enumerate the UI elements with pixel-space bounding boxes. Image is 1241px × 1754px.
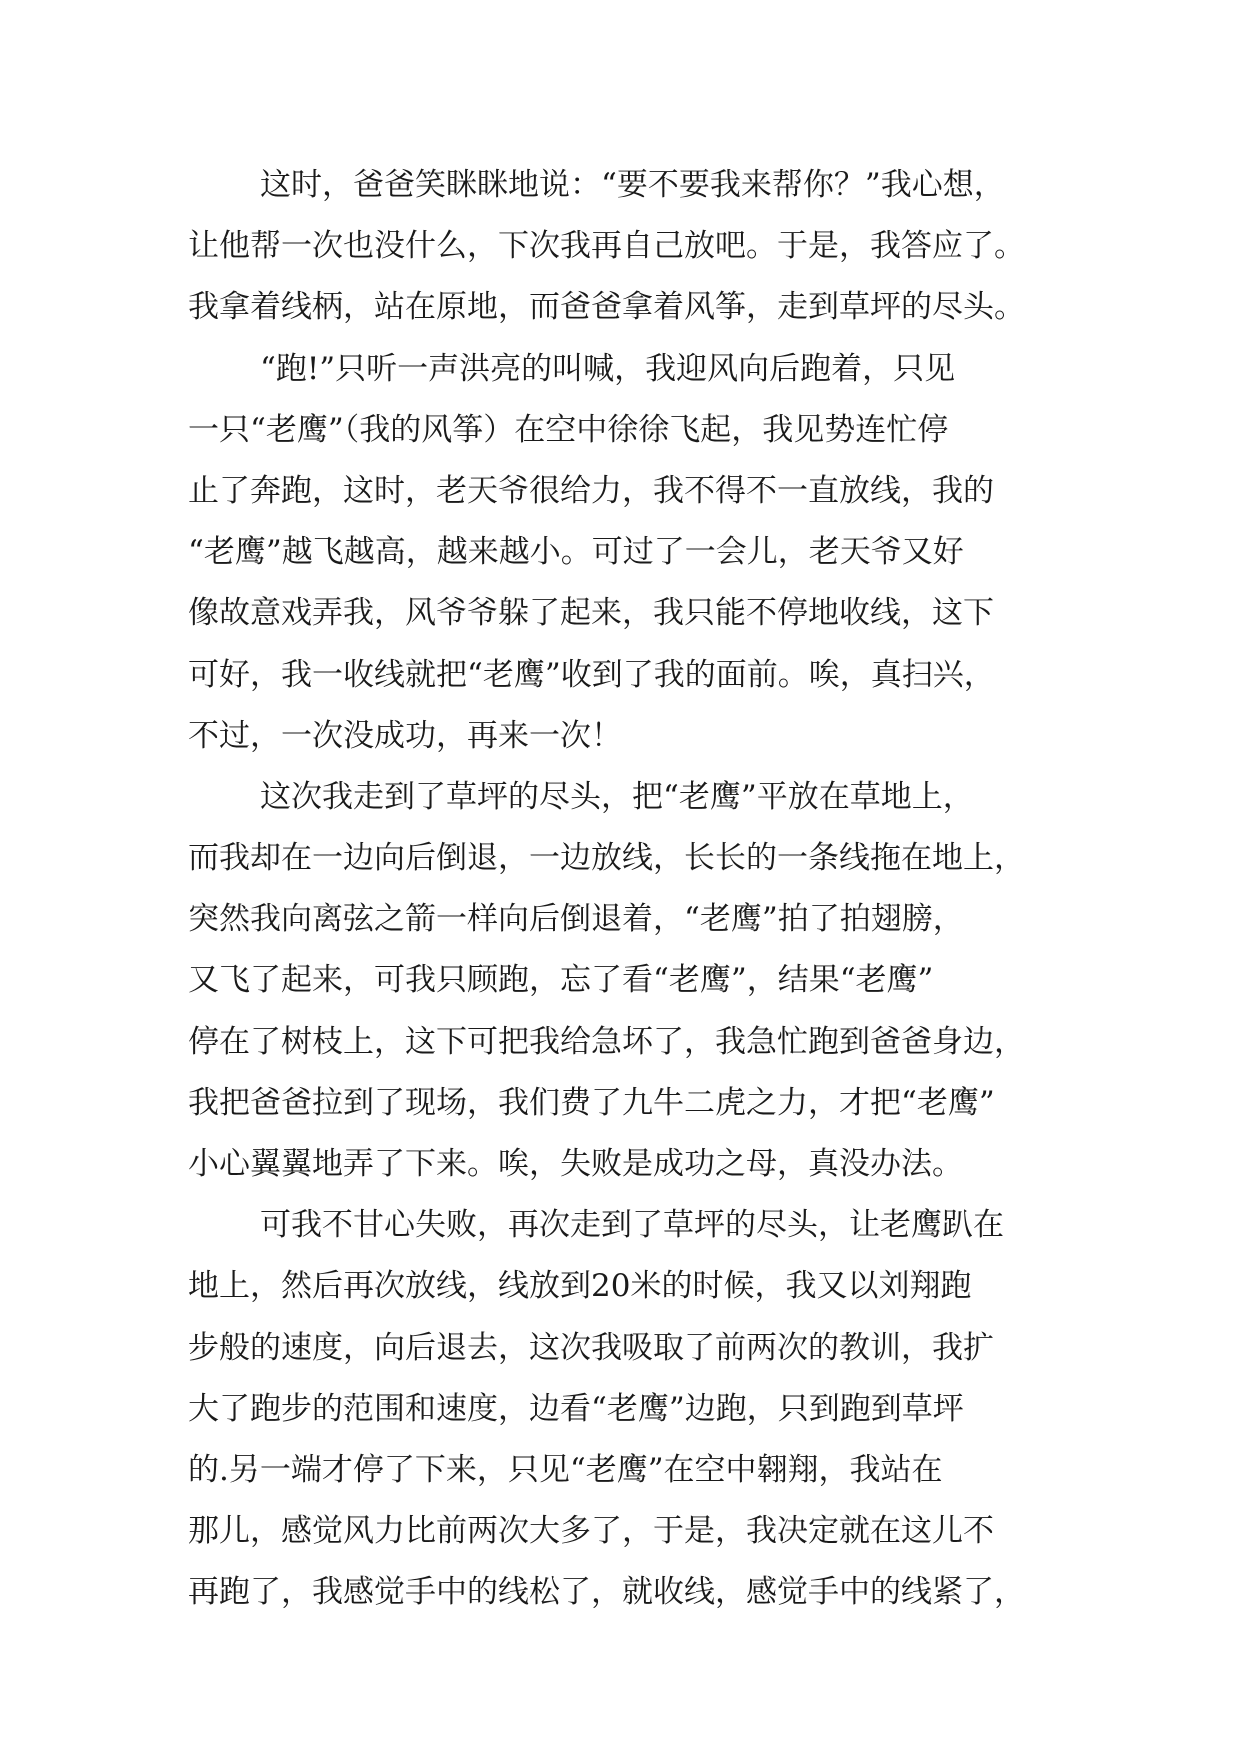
text-line: 不过，一次没成功，再来一次！ — [188, 717, 622, 754]
text-line: 的.另一端才停了下来，只见“老鹰”在空中翱翔，我站在 — [188, 1451, 943, 1488]
text-line: 步般的速度，向后退去，这次我吸取了前两次的教训，我扩 — [188, 1329, 994, 1366]
paragraph-first-line: 这次我走到了草坪的尽头，把“老鹰”平放在草地上， — [260, 778, 974, 815]
text-line: 止了奔跑，这时，老天爷很给力，我不得不一直放线，我的 — [188, 472, 994, 509]
text-line: 再跑了，我感觉手中的线松了，就收线，感觉手中的线紧了， — [188, 1574, 1025, 1611]
text-line: 停在了树枝上，这下可把我给急坏了，我急忙跑到爸爸身边， — [188, 1023, 1025, 1060]
text-line: 而我却在一边向后倒退，一边放线，长长的一条线拖在地上， — [188, 840, 1025, 877]
text-line: 地上，然后再次放线，线放到20米的时候，我又以刘翔跑 — [188, 1268, 972, 1305]
text-line: 又飞了起来，可我只顾跑，忘了看“老鹰”，结果“老鹰” — [188, 962, 934, 999]
text-line: “老鹰”越飞越高，越来越小。可过了一会儿，老天爷又好 — [188, 534, 964, 571]
paragraph-first-line: “跑!”只听一声洪亮的叫喊，我迎风向后跑着，只见 — [260, 350, 956, 387]
text-line: 我拿着线柄，站在原地，而爸爸拿着风筝，走到草坪的尽头。 — [188, 289, 1025, 326]
text-line: 可好，我一收线就把“老鹰”收到了我的面前。唉，真扫兴， — [188, 656, 995, 693]
text-line: 让他帮一次也没什么，下次我再自己放吧。于是，我答应了。 — [188, 228, 1025, 265]
text-line: 我把爸爸拉到了现场，我们费了九牛二虎之力，才把“老鹰” — [188, 1084, 995, 1121]
paragraph-first-line: 这时，爸爸笑眯眯地说：“要不要我来帮你？”我心想， — [260, 167, 1005, 203]
text-line: 像故意戏弄我，风爷爷躲了起来，我只能不停地收线，这下 — [188, 595, 994, 632]
text-line: 大了跑步的范围和速度，边看“老鹰”边跑，只到跑到草坪 — [188, 1390, 964, 1427]
essay-body — [188, 155, 1068, 1624]
paragraph-first-line: 可我不甘心失败，再次走到了草坪的尽头，让老鹰趴在 — [260, 1207, 1004, 1244]
text-line: 一只“老鹰”（我的风筝）在空中徐徐飞起，我见势连忙停 — [188, 411, 949, 448]
text-line: 小心翼翼地弄了下来。唉，失败是成功之母，真没办法。 — [188, 1146, 963, 1182]
text-line: 突然我向离弦之箭一样向后倒退着，“老鹰”拍了拍翅膀， — [188, 901, 964, 938]
text-line: 那儿，感觉风力比前两次大多了，于是，我决定就在这儿不 — [188, 1513, 994, 1550]
